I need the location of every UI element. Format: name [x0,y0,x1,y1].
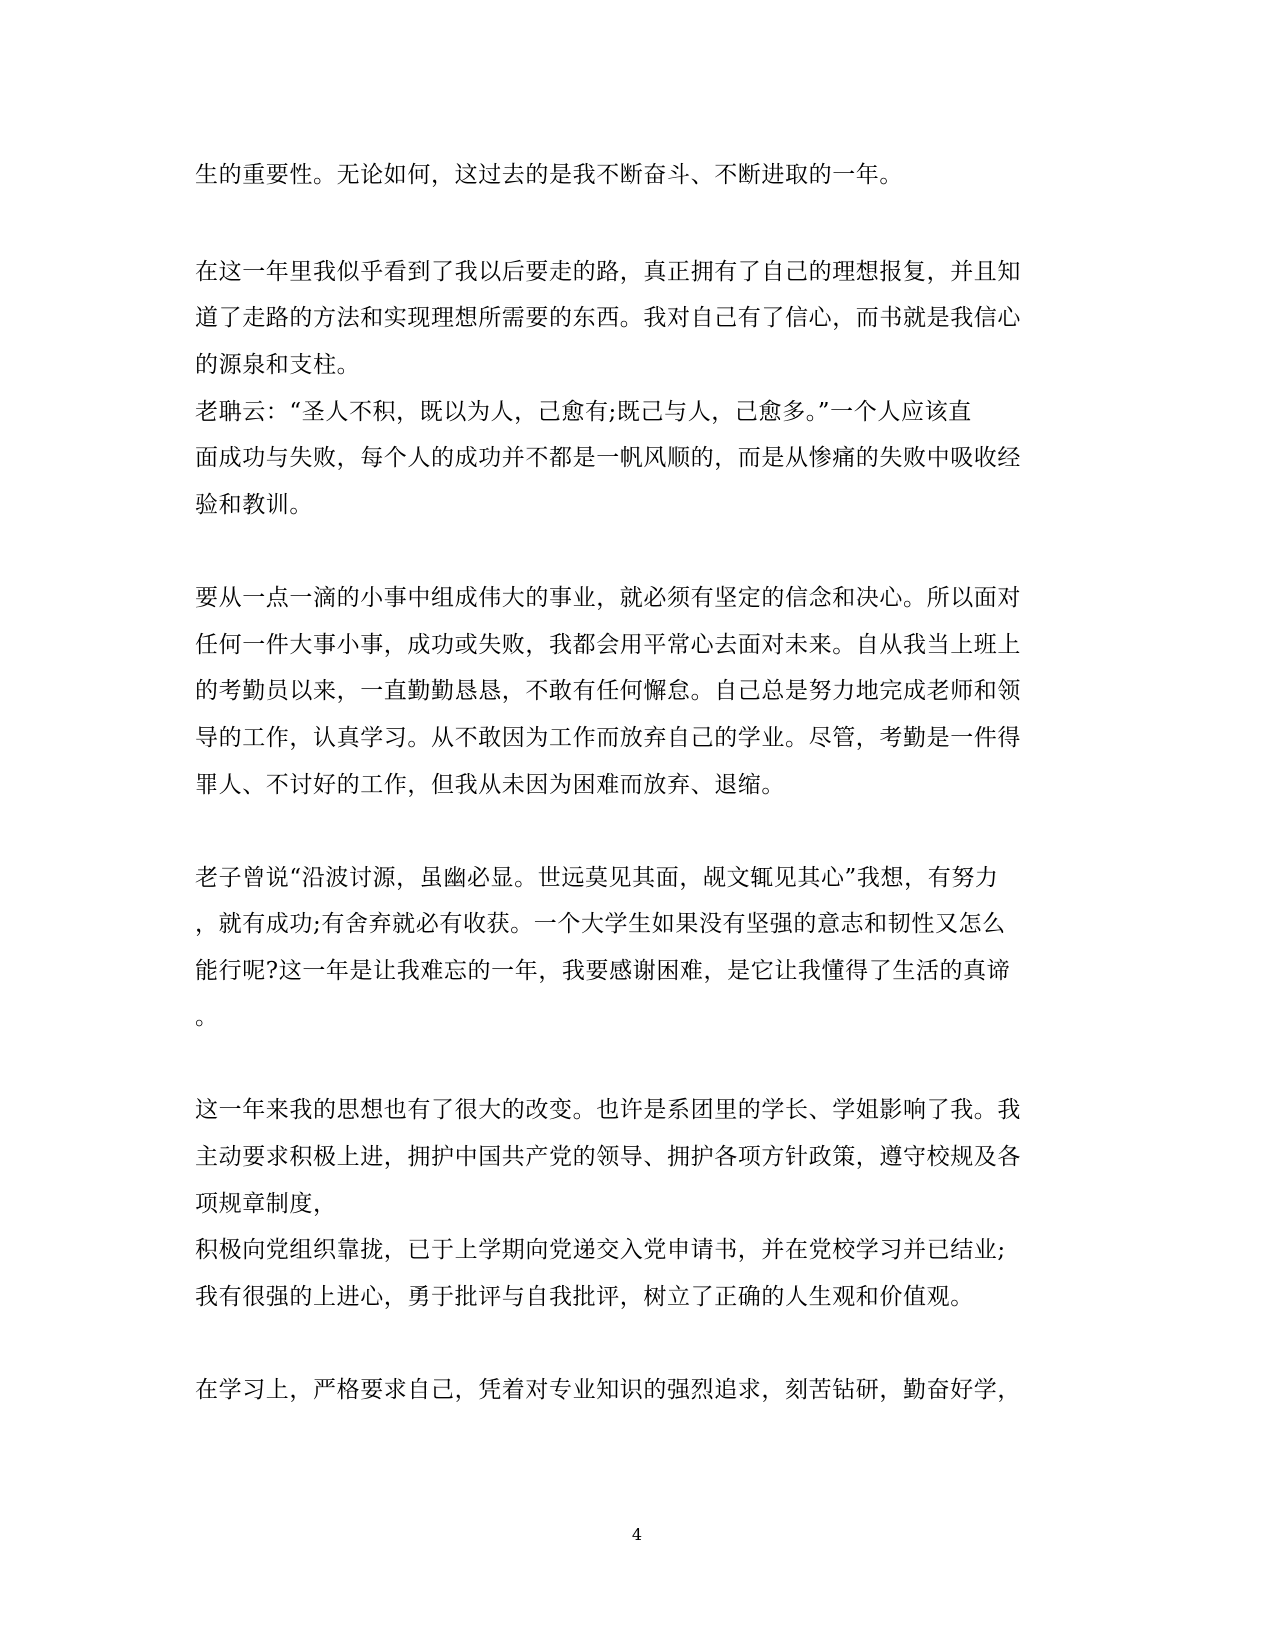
text-line: 要从一点一滴的小事中组成伟大的事业，就必须有坚定的信念和决心。所以面对 [195,585,1021,611]
text-line: 验和教训。 [195,492,313,518]
page-number: 4 [631,1525,643,1544]
text-line: 生的重要性。无论如何，这过去的是我不断奋斗、不断进取的一年。 [195,162,903,188]
text-line: 积极向党组织靠拢，已于上学期向党递交入党申请书，并在党校学习并已结业; [195,1237,1006,1263]
text-line: 的源泉和支柱。 [195,352,361,378]
text-line: 任何一件大事小事，成功或失败，我都会用平常心去面对未来。自从我当上班上 [195,632,1021,658]
text-line: 老子曾说“沿波讨源，虽幽必显。世远莫见其面，觇文辄见其心”我想，有努力 [195,865,999,891]
text-line: 项规章制度， [195,1191,337,1217]
text-line: 老聃云：“圣人不积，既以为人，己愈有;既己与人，己愈多。”一个人应该直 [195,399,972,425]
text-line: 在学习上，严格要求自己，凭着对专业知识的强烈追求，刻苦钻研，勤奋好学， [195,1377,1021,1403]
text-line: 主动要求积极上进，拥护中国共产党的领导、拥护各项方针政策，遵守校规及各 [195,1144,1021,1170]
text-line: 面成功与失败，每个人的成功并不都是一帆风顺的，而是从惨痛的失败中吸收经 [195,445,1021,471]
text-line: 这一年来我的思想也有了很大的改变。也许是系团里的学长、学姐影响了我。我 [195,1097,1021,1123]
text-line: 道了走路的方法和实现理想所需要的东西。我对自己有了信心，而书就是我信心 [195,305,1021,331]
text-line: 能行呢?这一年是让我难忘的一年，我要感谢困难，是它让我懂得了生活的真谛 [195,958,1011,984]
text-line: 我有很强的上进心，勇于批评与自我批评，树立了正确的人生观和价值观。 [195,1284,974,1310]
text-line: ，就有成功;有舍弃就必有收获。一个大学生如果没有坚强的意志和韧性又怎么 [195,911,1006,937]
text-line: 导的工作，认真学习。从不敢因为工作而放弃自己的学业。尽管，考勤是一件得 [195,725,1021,751]
text-line: 罪人、不讨好的工作，但我从未因为困难而放弃、退缩。 [195,772,785,798]
text-line: 的考勤员以来，一直勤勤恳恳，不敢有任何懈怠。自己总是努力地完成老师和领 [195,678,1021,704]
text-line: 在这一年里我似乎看到了我以后要走的路，真正拥有了自己的理想报复，并且知 [195,259,1021,285]
text-line: 。 [195,1004,219,1030]
